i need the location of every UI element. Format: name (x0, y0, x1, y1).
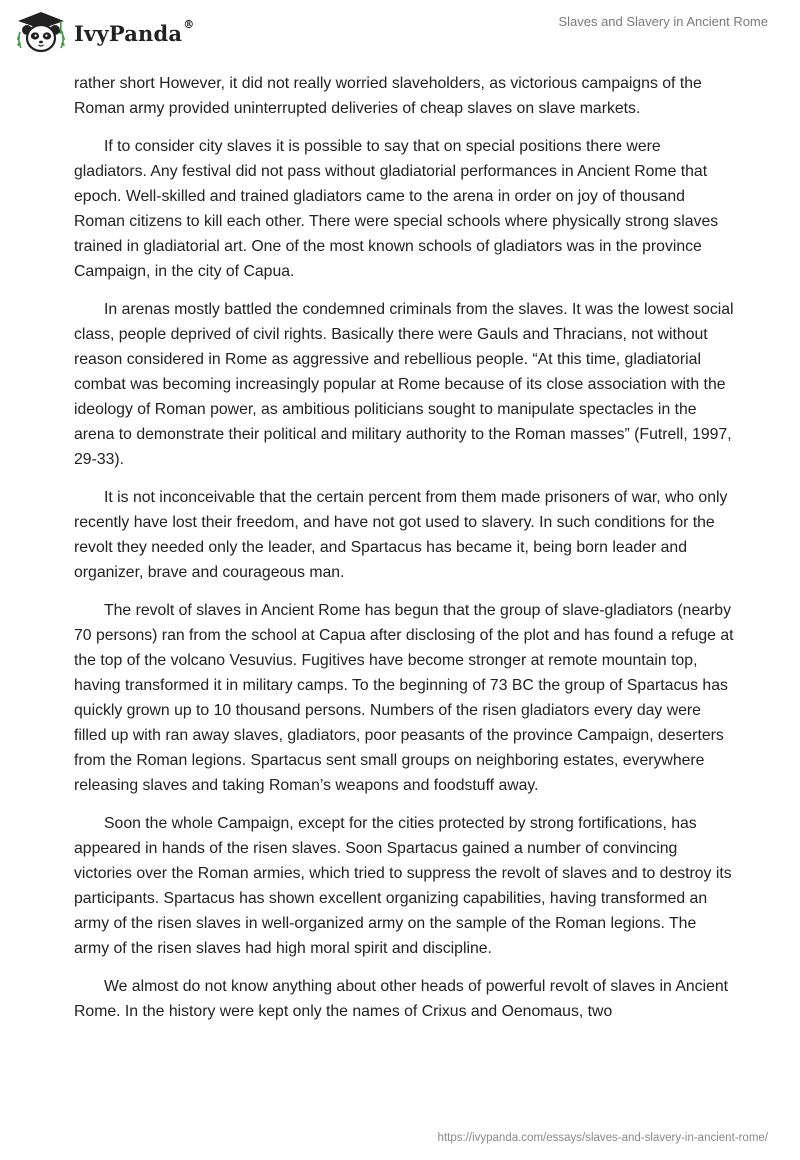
registered-mark: ® (183, 17, 195, 31)
brand-name: IvyPanda® (74, 17, 195, 46)
panda-graduate-icon (14, 10, 68, 54)
paragraph: rather short However, it did not really worried slaveholders, as victorious campaigns of the Roman army provided uninterrupted deliveries of cheap slaves on slave markets. (74, 75, 702, 117)
paragraph: We almost do not know anything about other heads of powerful revolt of slaves in Ancient Rome. In the history were kept only the names of Crixus and Oenomaus, two (74, 978, 729, 1020)
paragraph: Soon the whole Campaign, except for the cities protected by strong fortifications, has appeared in hands of the risen slaves. Soon Spartacus gained a number of convincing victories over the Roman armies, which tried to suppress the revolt of slaves and to destroy its participants. Spartacus has shown excellent organizing capabilities, having transformed an army of the risen slaves in well-organized army on the sample of the Roman legions. The army of the risen slaves had high moral spirit and discipline. (74, 815, 732, 957)
paragraph: In arenas mostly battled the condemned criminals from the slaves. It was the lowest social class, people deprived of civil rights. Basically there were Gauls and Thracians, not without reason considered in Rome as aggressive and rebellious people. “At this time, gladiatorial combat was becoming increasingly popular at Rome because of its close association with the ideology of Roman power, as ambitious politicians sought to manipulate spectacles in the arena to demonstrate their political and military authority to the Roman masses” (Futrell, 1997, 29-33). (74, 301, 734, 468)
paragraph: If to consider city slaves it is possible to say that on special positions there were gladiators. Any festival did not pass without gladiatorial performances in Ancient Rome that epoch. Well-skilled and trained gladiators came to the arena in order on joy of thousand Roman citizens to kill each other. There were special schools where physically strong slaves trained in gladiatorial art. One of the most known schools of gladiators was in the province Campaign, in the city of Capua. (74, 138, 719, 280)
source-url-link[interactable]: https://ivypanda.com/essays/slaves-and-slavery-in-ancient-rome/ (437, 1132, 768, 1144)
ivypanda-logo[interactable] (14, 10, 194, 54)
page-header (0, 0, 800, 70)
document-title: Slaves and Slavery in Ancient Rome (558, 14, 768, 29)
paragraph: It is not inconceivable that the certain percent from them made prisoners of war, who only recently have lost their freedom, and have not got used to slavery. In such conditions for the revolt they needed only the leader, and Spartacus has became it, being born leader and organizer, brave and courageous man. (74, 489, 728, 581)
essay-body (74, 71, 734, 1037)
paragraph: The revolt of slaves in Ancient Rome has begun that the group of slave-gladiators (nearby 70 persons) ran from the school at Capua after disclosing of the plot and has found a refuge at the top of the volcano Vesuvius. Fugitives have become stronger at remote mountain top, having transformed it in military camps. To the beginning of 73 BC the group of Spartacus has quickly grown up to 10 thousand persons. Numbers of the risen gladiators every day were filled up with ran away slaves, gladiators, poor peasants of the province Campaign, deserters from the Roman legions. Spartacus sent small groups on neighboring estates, everywhere releasing slaves and taking Roman’s weapons and foodstuff away. (74, 602, 734, 794)
